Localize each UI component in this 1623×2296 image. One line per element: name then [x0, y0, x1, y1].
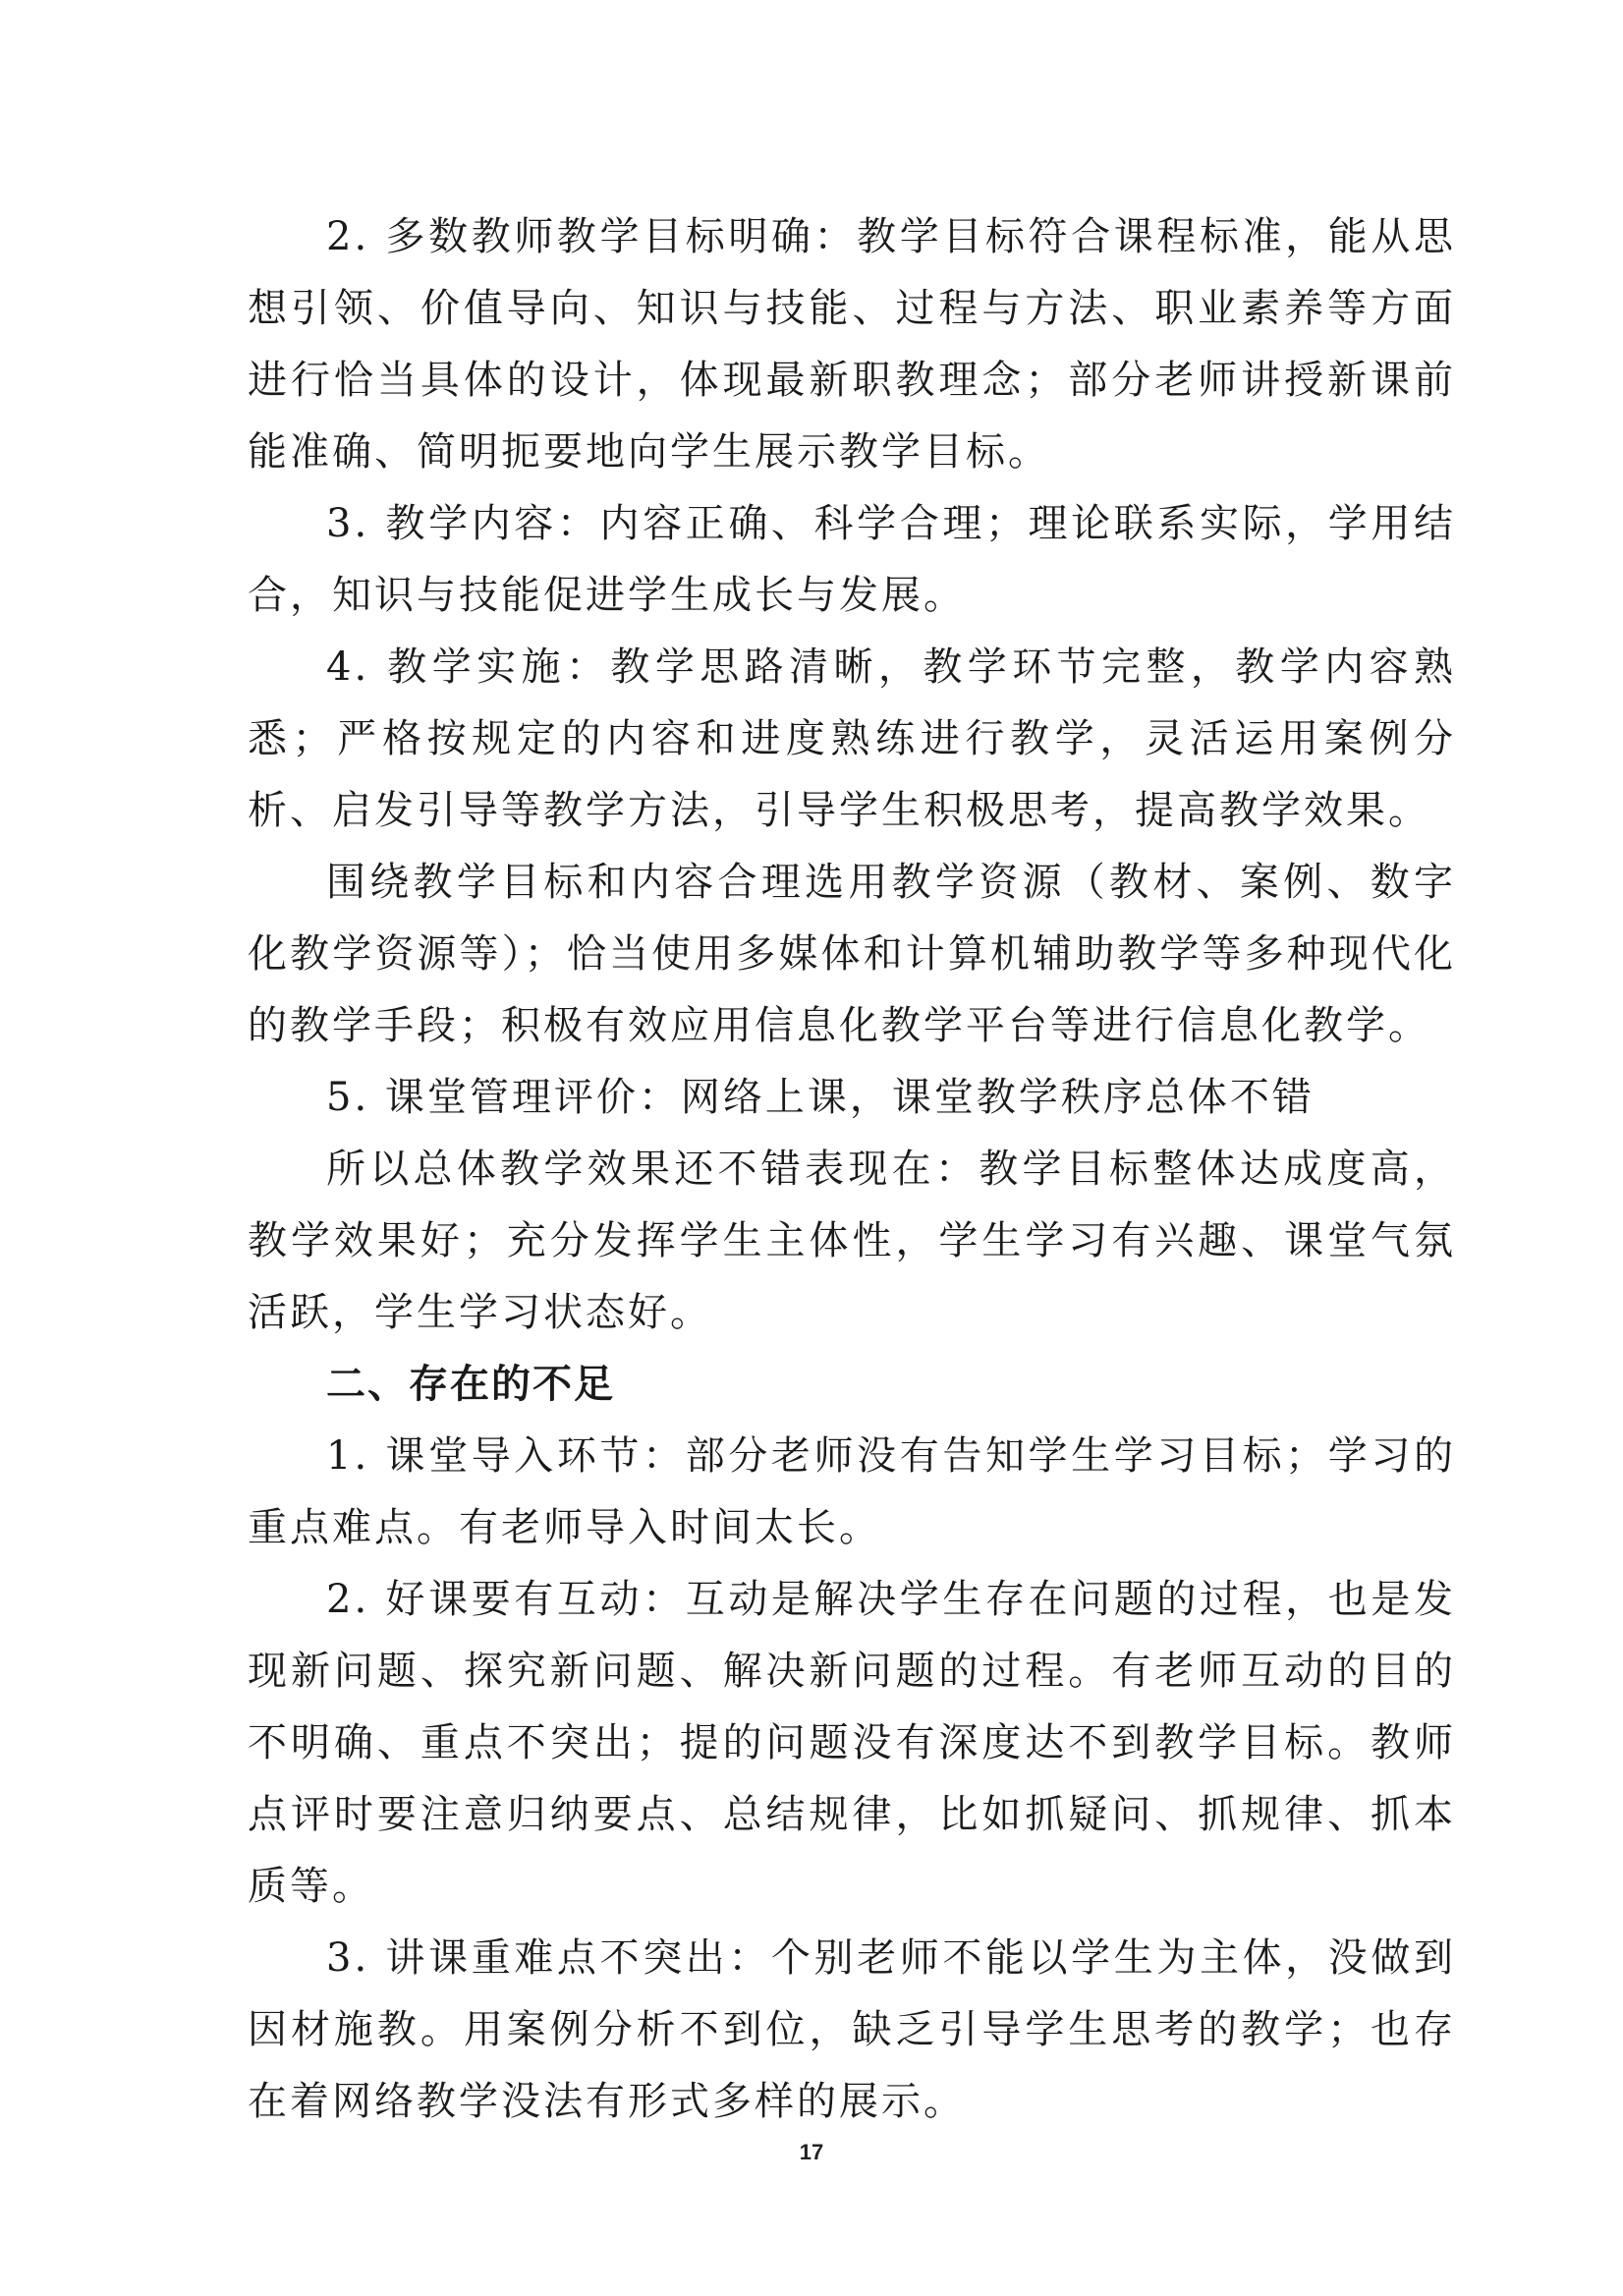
document-body — [248, 201, 1456, 2138]
paragraph-teaching-content: 3. 教学内容：内容正确、科学合理；理论联系实际，学用结合，知识与技能促进学生成长与发展。 — [248, 501, 1456, 618]
paragraph-lesson-introduction: 1. 课堂导入环节：部分老师没有告知学生学习目标；学习的重点难点。有老师导入时间太长。 — [248, 1433, 1456, 1550]
paragraph-interaction: 2. 好课要有互动：互动是解决学生存在问题的过程，也是发现新问题、探究新问题、解决新问题的过程。有老师互动的目的不明确、重点不突出；提的问题没有深度达不到教学目标。教师点评时要注意归纳要点、总结规律，比如抓疑问、抓规律、抓本质等。 — [248, 1577, 1456, 1909]
section-heading-shortcomings: 二、存在的不足 — [326, 1362, 615, 1407]
paragraph-key-points: 3. 讲课重难点不突出：个别老师不能以学生为主体，没做到因材施教。用案例分析不到位，缺乏引导学生思考的教学；也存在着网络教学没法有形式多样的展示。 — [248, 1935, 1456, 2124]
paragraph-teaching-implementation: 4. 教学实施：教学思路清晰，教学环节完整，教学内容熟悉；严格按规定的内容和进度熟练进行教学，灵活运用案例分析、启发引导等教学方法，引导学生积极思考，提高教学效果。 — [248, 644, 1456, 833]
paragraph-overall-effect: 所以总体教学效果还不错表现在：教学目标整体达成度高，教学效果好；充分发挥学生主体性，学生学习有兴趣、课堂气氛活跃，学生学习状态好。 — [248, 1147, 1456, 1335]
paragraph-teaching-resources: 围绕教学目标和内容合理选用教学资源（教材、案例、数字化教学资源等）；恰当使用多媒体和计算机辅助教学等多种现代化的教学手段；积极有效应用信息化教学平台等进行信息化教学。 — [248, 860, 1456, 1048]
paragraph-classroom-management: 5. 课堂管理评价：网络上课，课堂教学秩序总体不错 — [326, 1075, 1315, 1120]
paragraph-teaching-objectives: 2. 多数教师教学目标明确：教学目标符合课程标准，能从思想引领、价值导向、知识与技能、过程与方法、职业素养等方面进行恰当具体的设计，体现最新职教理念；部分老师讲授新课前能准确、简明扼要地向学生展示教学目标。 — [248, 214, 1456, 475]
page-number: 17 — [799, 2140, 824, 2164]
